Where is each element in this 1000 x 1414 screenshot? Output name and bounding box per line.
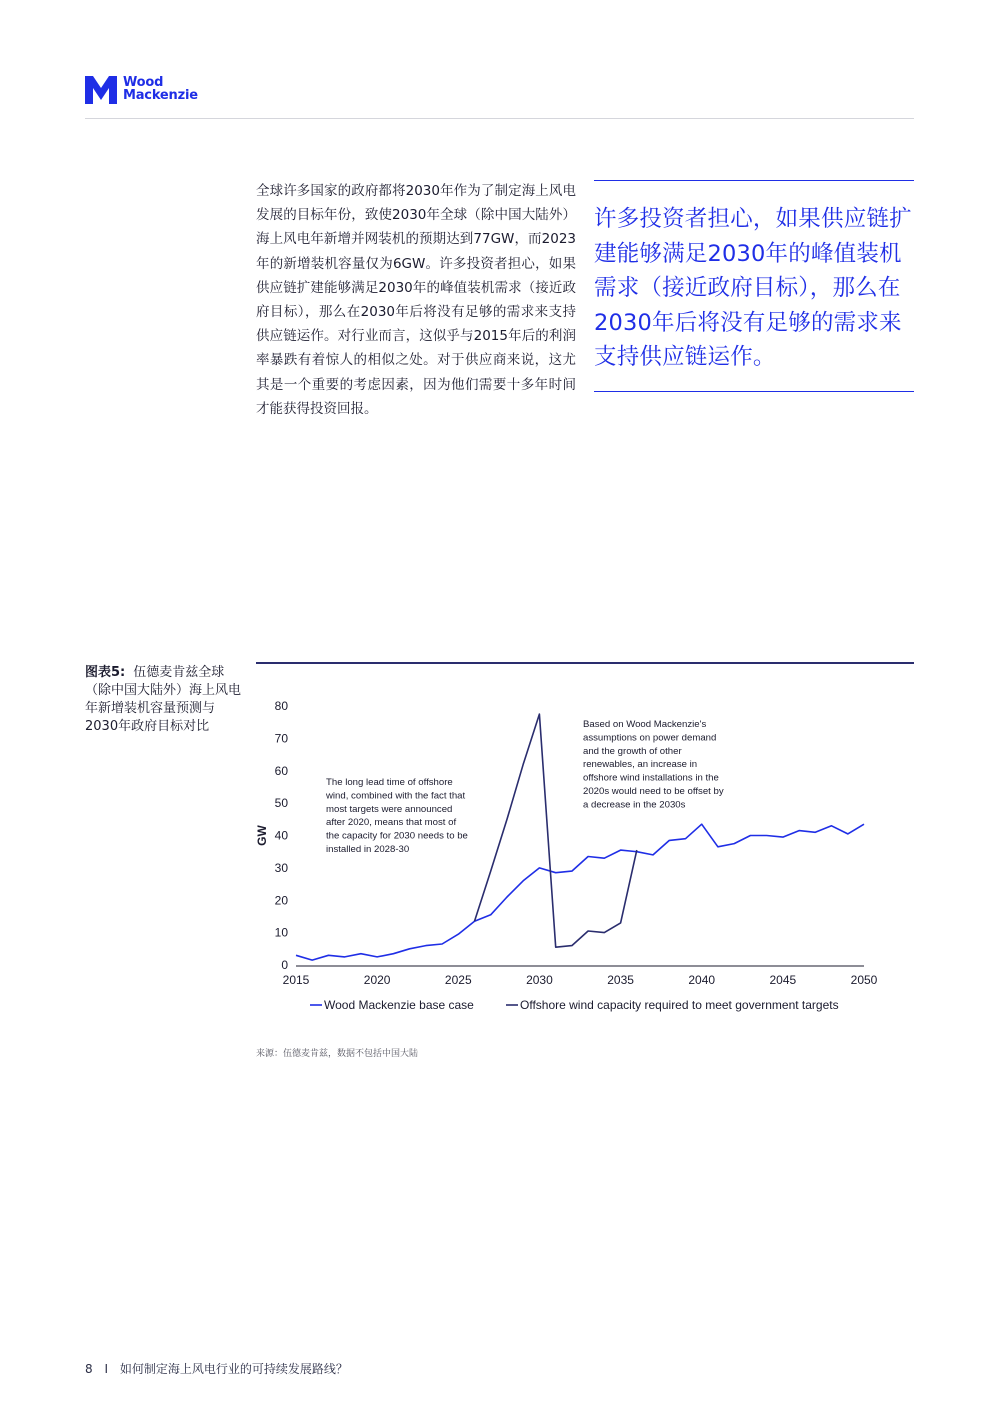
pull-quote-bottom-rule <box>594 391 914 392</box>
legend-label-1: Wood Mackenzie base case <box>324 998 474 1012</box>
annotation-2-line: and the growth of other <box>583 745 682 757</box>
y-tick-label: 40 <box>274 828 288 843</box>
logo-word-1: Wood <box>123 75 164 90</box>
page-footer <box>85 1360 348 1377</box>
footer-title: 如何制定海上风电行业的可持续发展路线？ <box>119 1362 348 1376</box>
y-axis-label: GW <box>255 825 269 846</box>
x-tick-label: 2020 <box>363 973 391 987</box>
annotation-1-line: wind, combined with the fact that <box>326 790 466 802</box>
annotation-1-line: after 2020, means that most of <box>326 817 457 829</box>
x-tick-label: 2025 <box>444 973 472 987</box>
logo-word-2: Mackenzie <box>123 88 198 103</box>
y-tick-label: 60 <box>274 763 288 778</box>
y-tick-label: 20 <box>274 893 288 908</box>
wm-logo-icon <box>85 74 117 104</box>
capacity-line-chart <box>252 690 892 1030</box>
annotation-2-line: 2020s would need to be offset by <box>583 786 724 797</box>
annotation-2-line: renewables, an increase in <box>583 759 698 771</box>
x-tick-label: 2045 <box>769 973 797 987</box>
x-tick-label: 2015 <box>282 973 310 987</box>
y-tick-label: 30 <box>274 860 288 875</box>
pull-quote: 许多投资者担心，如果供应链扩建能够满足2030年的峰值装机需求（接近政府目标），那么在2030年后将没有足够的需求来支持供应链运作。 <box>594 206 912 370</box>
source-note: 来源：伍德麦肯兹，数据不包括中国大陆 <box>256 1049 419 1059</box>
y-tick-label: 70 <box>274 731 288 746</box>
pull-quote-top-rule <box>594 180 914 181</box>
annotation-1-line: installed in 2028-30 <box>326 844 410 855</box>
figure-caption <box>85 664 245 736</box>
body-paragraph: 全球许多国家的政府都将2030年作为了制定海上风电发展的目标年份，致使2030年全球（除中国大陆外）海上风电年新增并网装机的预期达到77GW，而2023年的新增装机容量仅为6GW。许多投资者担心，如果供应链扩建能够满足2030年的峰值装机需求（接近政府目标），那么在2030年后将没有足够的需求来支持供应链运作。对行业而言，这似乎与2015年后的利润率暴跌有着惊人的相似之处。对于供应商来说，这尤其是一个重要的考虑因素，因为他们需要十多年时间才能获得投资回报。 <box>256 183 576 417</box>
page-number: 8 <box>85 1362 93 1376</box>
figure-caption-text: 伍德麦肯兹全球（除中国大陆外）海上风电年新增装机容量预测与2030年政府目标对比 <box>85 665 242 734</box>
annotation-1-line: the capacity for 2030 needs to be <box>326 830 468 842</box>
annotation-2-line: Based on Wood Mackenzie's <box>583 719 707 730</box>
legend-label-2: Offshore wind capacity required to meet government targets <box>520 998 839 1012</box>
y-tick-label: 0 <box>281 958 288 972</box>
x-tick-label: 2040 <box>688 973 716 987</box>
annotation-2-line: offshore wind installations in the <box>583 772 719 784</box>
x-tick-label: 2050 <box>850 973 878 987</box>
logo-wordmark <box>123 76 198 102</box>
y-tick-label: 80 <box>274 699 288 713</box>
footer-separator: I <box>104 1362 109 1376</box>
y-tick-label: 50 <box>274 796 288 811</box>
figure-rule <box>256 662 914 664</box>
y-tick-label: 10 <box>274 925 288 940</box>
annotation-1-line: The long lead time of offshore <box>326 777 453 788</box>
x-tick-label: 2030 <box>526 973 553 987</box>
header-divider <box>85 118 914 119</box>
figure-label: 图表5: <box>85 665 126 680</box>
x-tick-label: 2035 <box>607 973 634 987</box>
annotation-2-line: assumptions on power demand <box>583 732 717 744</box>
annotation-2-line: a decrease in the 2030s <box>583 799 686 811</box>
annotation-1-line: most targets were announced <box>326 803 453 815</box>
wood-mackenzie-logo <box>85 74 198 104</box>
